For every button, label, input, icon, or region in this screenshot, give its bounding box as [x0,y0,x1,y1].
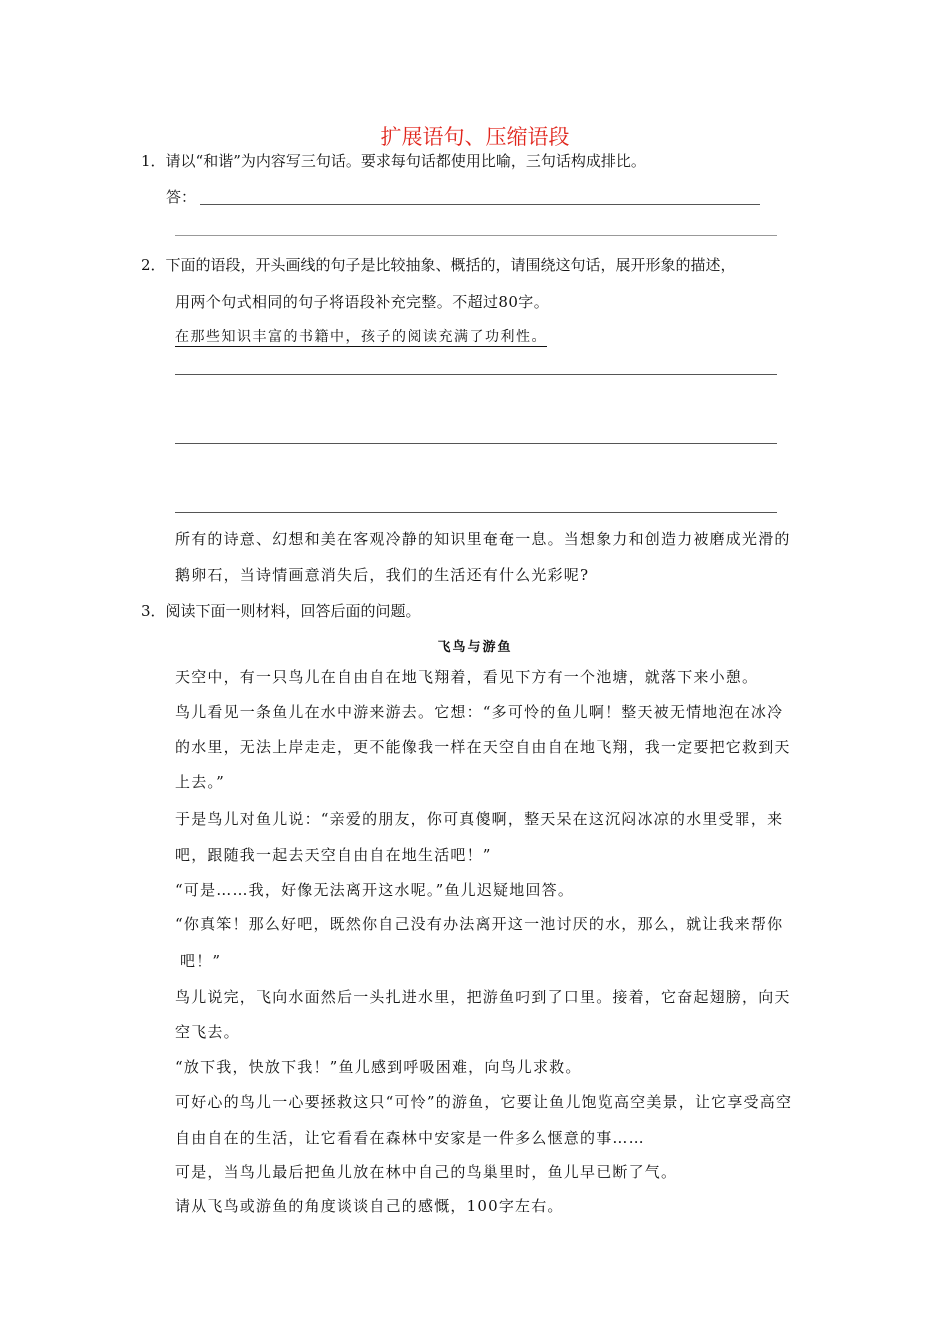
story-line: 可是，当鸟儿最后把鱼儿放在林中自己的鸟巢里时，鱼儿早已断了气。 [175,1163,678,1181]
answer-line[interactable] [175,443,777,444]
underlined-sentence: 在那些知识丰富的书籍中，孩子的阅读充满了功利性。 [175,329,547,345]
story-line: 的水里，无法上岸走走，更不能像我一样在天空自由自在地飞翔，我一定要把它救到天 [175,738,791,756]
passage-line: 鹅卵石，当诗情画意消失后，我们的生活还有什么光彩呢? [175,566,590,584]
passage-line: 所有的诗意、幻想和美在客观冷静的知识里奄奄一息。当想象力和创造力被磨成光滑的 [175,530,791,548]
story-line: 可好心的鸟儿一心要拯救这只“可怜”的游鱼，它要让鱼儿饱览高空美景，让它享受高空 [175,1093,793,1111]
page-title: 扩展语句、压缩语段 [380,125,570,149]
question-3-text: 3．阅读下面一则材料，回答后面的问题。 [141,602,421,620]
question-1-text: 1．请以“和谐”为内容写三句话。要求每句话都使用比喻，三句话构成排比。 [141,152,646,170]
story-line: 自由自在的生活，让它看看在森林中安家是一件多么惬意的事…… [175,1129,645,1147]
story-line: 鸟儿看见一条鱼儿在水中游来游去。它想：“多可怜的鱼儿啊！整天被无情地泡在冰冷 [175,703,784,721]
answer-line[interactable] [175,374,777,375]
story-line: 天空中，有一只鸟儿在自由自在地飞翔着，看见下方有一个池塘，就落下来小憩。 [175,668,759,686]
story-line: 鸟儿说完，飞向水面然后一头扎进水里，把游鱼叼到了口里。接着，它奋起翅膀，向天 [175,988,791,1006]
question-2-text: 2．下面的语段，开头画线的句子是比较抽象、概括的，请围绕这句话，展开形象的描述， [141,256,736,274]
story-line: 吧！” [180,952,222,970]
answer-line[interactable] [175,512,777,513]
answer-label: 答： [166,188,197,206]
story-line: “可是……我，好像无法离开这水呢。”鱼儿迟疑地回答。 [175,881,575,899]
story-line: 上去。” [175,773,225,791]
question-2-text-cont: 用两个句式相同的句子将语段补充完整。不超过80字。 [175,293,550,311]
story-line: 于是鸟儿对鱼儿说：“亲爱的朋友，你可真傻啊，整天呆在这沉闷冰凉的水里受罪，来 [175,810,784,828]
story-line: “你真笨！那么好吧，既然你自己没有办法离开这一池讨厌的水，那么，就让我来帮你 [175,915,784,933]
answer-line[interactable] [175,235,777,236]
story-line: “放下我，快放下我！”鱼儿感到呼吸困难，向鸟儿求救。 [175,1058,582,1076]
story-line: 吧，跟随我一起去天空自由自在地生活吧！” [175,846,492,864]
answer-line[interactable] [200,204,760,205]
story-title: 飞鸟与游鱼 [437,640,513,655]
story-line: 空飞去。 [175,1023,240,1041]
question-3-prompt: 请从飞鸟或游鱼的角度谈谈自己的感慨，100字左右。 [175,1197,564,1215]
